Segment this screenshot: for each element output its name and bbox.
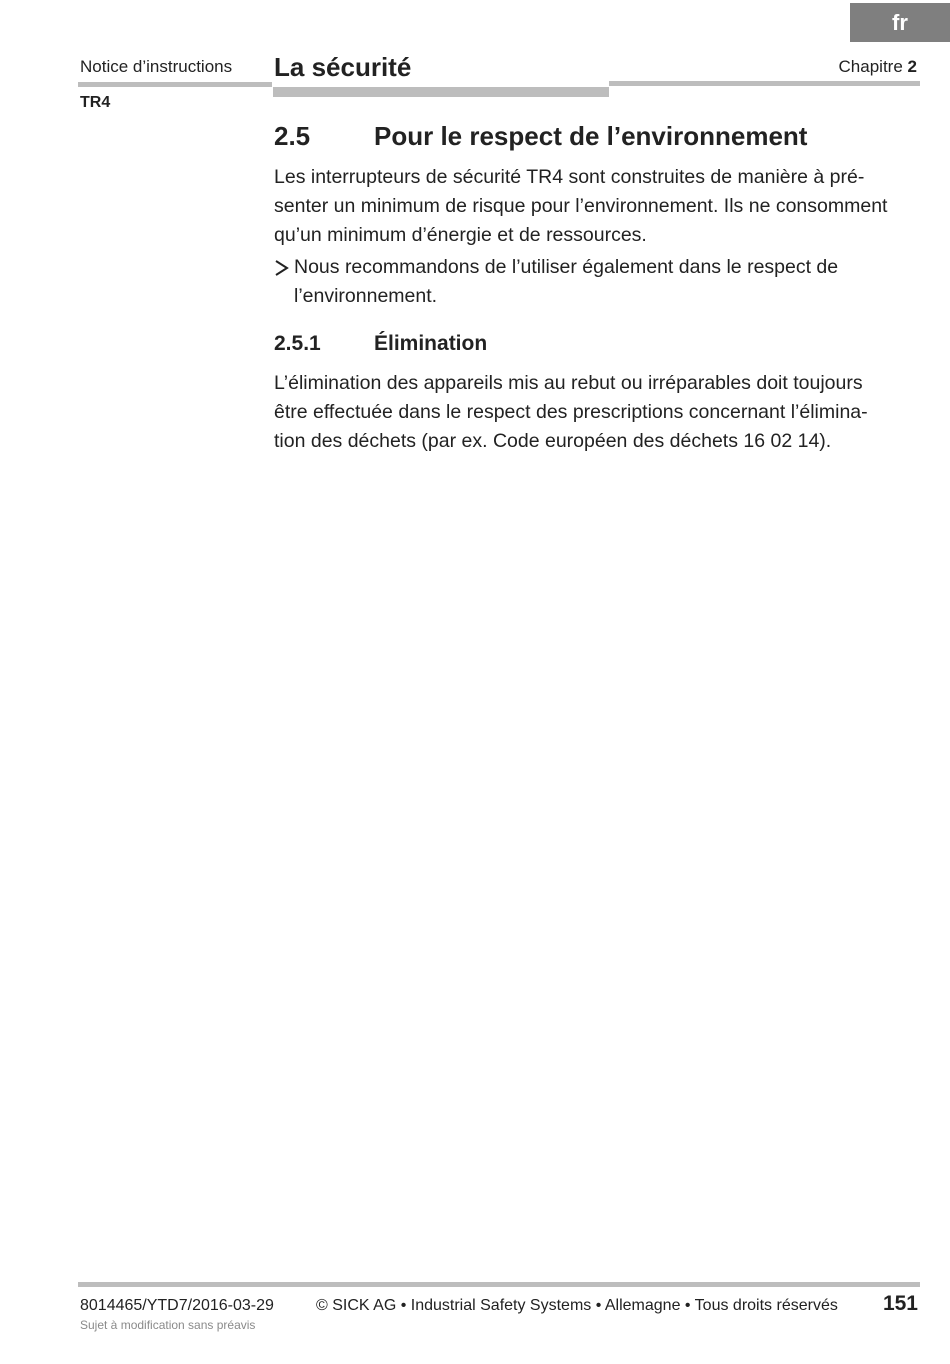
disclaimer: Sujet à modification sans préavis (80, 1318, 256, 1332)
paragraph-line: qu’un minimum d’énergie et de ressources. (274, 224, 647, 246)
section-heading (274, 121, 807, 152)
copyright-notice: © SICK AG • Industrial Safety Systems • Allemagne • Tous droits réservés (316, 1297, 838, 1314)
subsection-heading (274, 332, 487, 356)
chapter-title: La sécurité (274, 52, 412, 82)
product-name: TR4 (80, 94, 111, 111)
bullet-line: Nous recommandons de l’utiliser également dans le respect de (294, 256, 839, 278)
paragraph-line: être effectuée dans le respect des prescriptions concernant l’élimina- (274, 401, 868, 423)
bullet-line: l’environnement. (294, 284, 438, 307)
recommendation-bullet (274, 253, 924, 310)
paragraph-line: Les interrupteurs de sécurité TR4 sont construites de manière à pré- (274, 166, 865, 188)
page-number: 151 (882, 1292, 918, 1315)
language-tab: fr (850, 3, 950, 42)
header-rule-left (78, 82, 272, 87)
header-rule-middle (273, 87, 609, 97)
paragraph-line: L’élimination des appareils mis au rebut ou irréparables doit toujours (274, 372, 863, 394)
chapter-label (839, 57, 917, 77)
section-title: Pour le respect de l’environnement (374, 121, 808, 151)
footer-rule (78, 1282, 920, 1287)
document-type: Notice d’instructions (80, 57, 233, 76)
subsection-number: 2.5.1 (274, 332, 321, 355)
paragraph-line: senter un minimum de risque pour l’environnement. Ils ne consomment (274, 195, 888, 217)
section-paragraph (274, 163, 924, 250)
arrow-bullet-icon (274, 253, 294, 310)
document-number: 8014465/YTD7/2016-03-29 (80, 1297, 274, 1314)
subsection-paragraph (274, 369, 924, 456)
section-number: 2.5 (274, 121, 311, 151)
subsection-title: Élimination (374, 332, 488, 355)
chapter-number: 2 (907, 57, 917, 76)
chapter-word: Chapitre (838, 57, 903, 76)
header-rule-right (609, 81, 920, 86)
paragraph-line: tion des déchets (par ex. Code européen des déchets 16 02 14). (274, 430, 832, 452)
